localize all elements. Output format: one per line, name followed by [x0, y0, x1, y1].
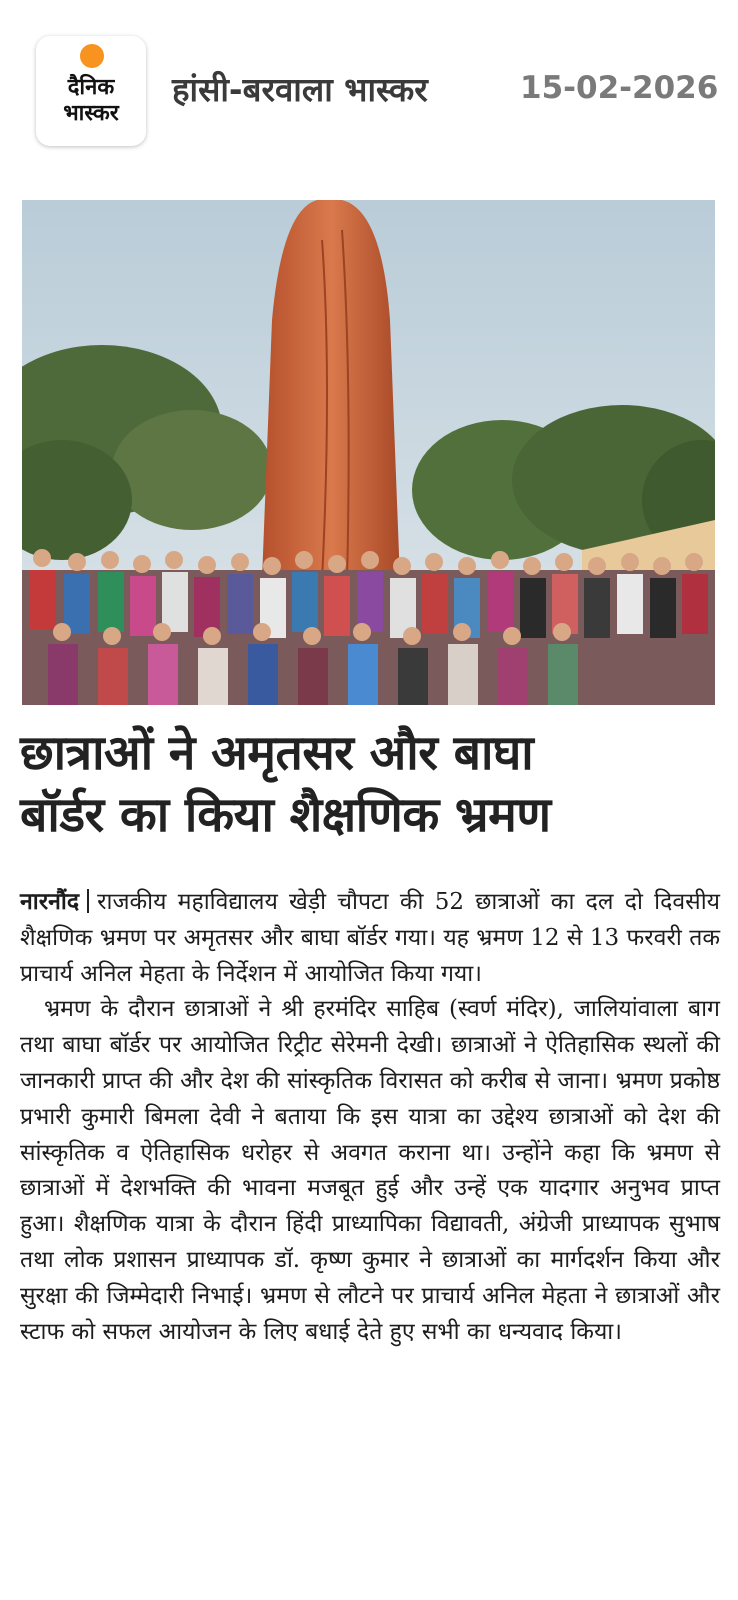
dainik-bhaskar-logo — [36, 36, 146, 146]
dateline: नारनौंद — [20, 888, 80, 915]
logo-text-line1: दैनिक — [67, 75, 115, 100]
headline-line1: छात्राओं ने अमृतसर और बाघा — [20, 725, 534, 781]
dateline-separator — [87, 889, 89, 913]
article-headline — [20, 722, 720, 846]
article-body — [20, 884, 720, 1350]
paragraph-2: भ्रमण के दौरान छात्राओं ने श्री हरमंदिर साहिब (स्वर्ण मंदिर), जालियांवाला बाग तथा बाघा बॉर्डर पर आयोजित रिट्रीट सेरेमनी देखी। छात्राओं ने ऐतिहासिक स्थलों की जानकारी प्राप्त की और देश की सांस्कृतिक विरासत को करीब से जाना। भ्रमण प्रकोष्ठ प्रभारी कुमारी बिमला देवी ने बताया कि इस यात्रा का उद्देश्य छात्राओं को देश की सांस्कृतिक व ऐतिहासिक धरोहर से अवगत कराना था। उन्होंने कहा कि भ्रमण से छात्राओं में देशभक्ति की भावना मजबूत हुई और उन्हें एक यादगार अनुभव प्राप्त हुआ। शैक्षणिक यात्रा के दौरान हिंदी प्राध्यापिका विद्यावती, अंग्रेजी प्राध्यापक सुभाष तथा लोक प्रशासन प्राध्यापक डॉ. कृष्ण कुमार ने छात्राओं का मार्गदर्शन किया और सुरक्षा की जिम्मेदारी निभाई। भ्रमण से लौटने पर प्राचार्य अनिल मेहता ने छात्राओं और स्टाफ को सफल आयोजन के लिए बधाई देते हुए सभी का धन्यवाद किया। — [20, 996, 720, 1345]
newspaper-header — [0, 0, 738, 185]
paragraph-1-text: राजकीय महाविद्यालय खेड़ी चौपटा की 52 छात्राओं का दल दो दिवसीय शैक्षणिक भ्रमण पर अमृतसर और बाघा बॉर्डर गया। यह भ्रमण 12 से 13 फरवरी तक प्राचार्य अनिल मेहता के निर्देशन में आयोजित किया गया। — [20, 889, 720, 987]
publication-date: 15-02-2026 — [520, 70, 719, 106]
headline-line2: बॉर्डर का किया शैक्षणिक भ्रमण — [20, 787, 551, 843]
paragraph-1 — [20, 884, 720, 992]
edition-name: हांसी-बरवाला भास्कर — [172, 70, 428, 109]
group-photo-jallianwala-memorial — [22, 200, 715, 705]
sun-icon — [80, 44, 104, 68]
logo-text-line2: भास्कर — [63, 101, 119, 126]
